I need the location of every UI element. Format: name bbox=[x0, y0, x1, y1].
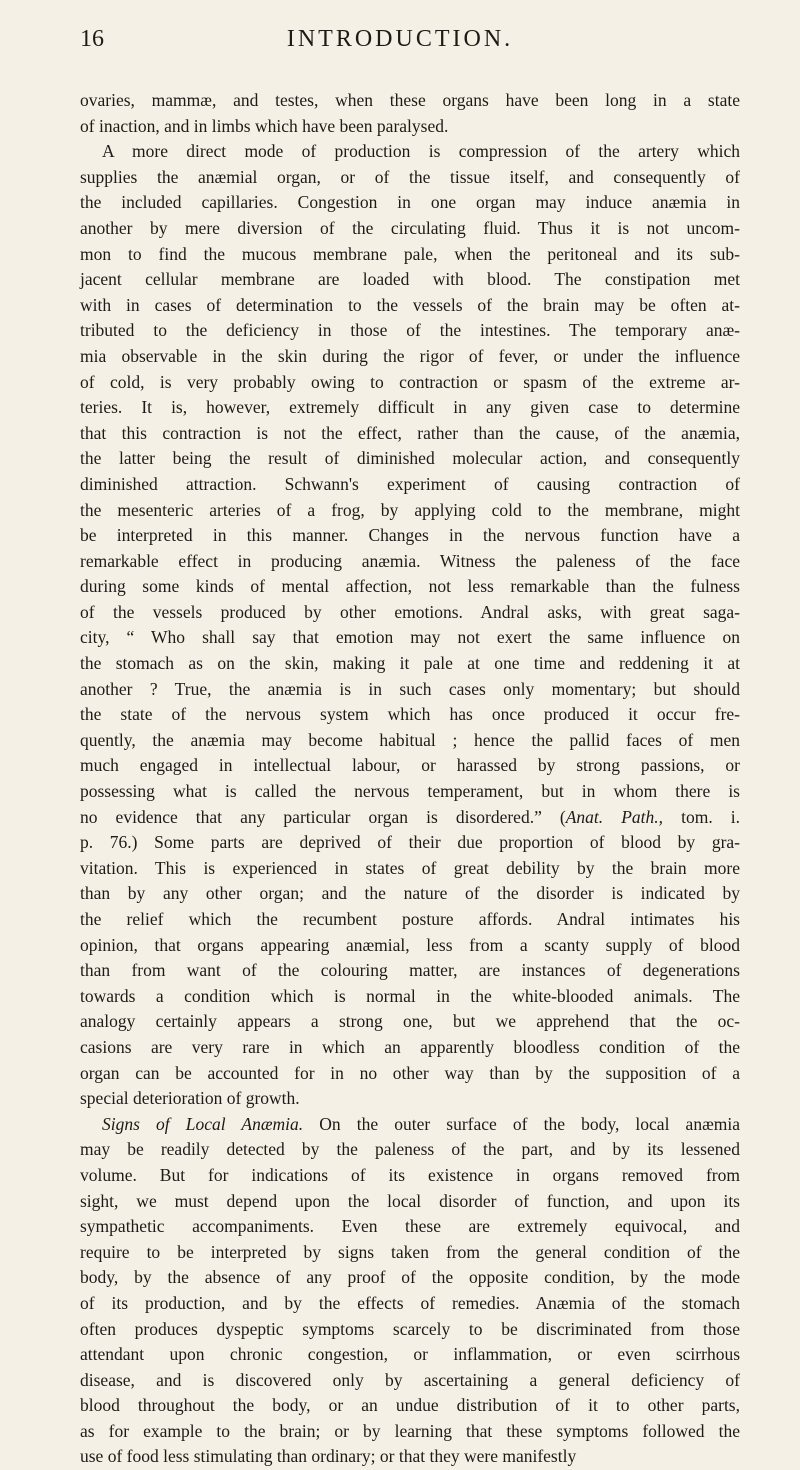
text-line: disease, and is discovered only by ascertaining a general deficiency of bbox=[80, 1369, 740, 1390]
citation-title: Anat. Path., bbox=[565, 806, 664, 827]
text-line: tributed to the deficiency in those of the intestines. The temporary anæ- bbox=[80, 320, 740, 341]
text-line: the mesenteric arteries of a frog, by applying cold to the membrane, might bbox=[80, 499, 740, 520]
text-line: the included capillaries. Congestion in one organ may induce anæmia in bbox=[80, 192, 740, 213]
text-line: use of food less stimulating than ordinary; or that they were manifestly bbox=[80, 1446, 577, 1467]
text-line: that this contraction is not the effect, rather than the cause, of the anæmia, bbox=[80, 422, 740, 443]
text-line: of cold, is very probably owing to contraction or spasm of the extreme ar- bbox=[80, 371, 740, 392]
paragraph bbox=[80, 139, 740, 1112]
text-line: opinion, that organs appearing anæmial, less from a scanty supply of blood bbox=[80, 934, 740, 955]
running-title: INTRODUCTION. bbox=[286, 26, 514, 52]
text-line: possessing what is called the nervous temperament, but in whom there is bbox=[80, 781, 740, 802]
text-line: p. 76.) Some parts are deprived of their due proportion of blood by gra- bbox=[80, 832, 740, 853]
text-line: vitation. This is experienced in states of great debility by the brain more bbox=[80, 857, 740, 878]
text-line: be interpreted in this manner. Changes in the nervous function have a bbox=[80, 525, 740, 546]
text-line: of its production, and by the effects of remedies. Anæmia of the stomach bbox=[80, 1292, 740, 1313]
text-line: may be readily detected by the paleness of the part, and by its lessened bbox=[80, 1139, 740, 1160]
page-header bbox=[80, 26, 720, 60]
text-line: analogy certainly appears a strong one, but we apprehend that the oc- bbox=[80, 1011, 740, 1032]
text-line: the relief which the recumbent posture affords. Andral intimates his bbox=[80, 909, 740, 929]
text-line: no evidence that any particular organ is disordered.” (Anat. Path., tom. i. bbox=[80, 806, 740, 827]
text-line: quently, the anæmia may become habitual ; hence the pallid faces of men bbox=[80, 729, 740, 750]
paragraph bbox=[80, 88, 740, 139]
page-number: 16 bbox=[80, 26, 104, 52]
text-line: the stomach as on the skin, making it pale at one time and reddening it at bbox=[80, 653, 740, 674]
text-line: jacent cellular membrane are loaded with blood. The constipation met bbox=[80, 269, 740, 290]
text-line: of the vessels produced by other emotions. Andral asks, with great saga- bbox=[80, 601, 740, 622]
text-line: ovaries, mammæ, and testes, when these organs have been long in a state bbox=[80, 90, 740, 110]
text-line: the latter being the result of diminished molecular action, and consequently bbox=[80, 448, 740, 469]
text-line: sympathetic accompaniments. Even these are extremely equivocal, and bbox=[80, 1216, 740, 1237]
text-line: the state of the nervous system which has once produced it occur fre- bbox=[80, 704, 740, 725]
text-line: much engaged in intellectual labour, or harassed by strong passions, or bbox=[80, 755, 740, 776]
text-line: with in cases of determination to the vessels of the brain may be often at- bbox=[80, 294, 740, 315]
text-line: diminished attraction. Schwann's experiment of causing contraction of bbox=[80, 473, 740, 494]
text-line: body, by the absence of any proof of the opposite condition, by the mode bbox=[80, 1267, 740, 1288]
text-line: remarkable effect in producing anæmia. Witness the paleness of the face bbox=[80, 550, 740, 571]
text-line: organ can be accounted for in no other way than by the supposition of a bbox=[80, 1062, 740, 1083]
text-line: casions are very rare in which an apparently bloodless condition of the bbox=[80, 1036, 740, 1057]
text-line: teries. It is, however, extremely difficult in any given case to determine bbox=[80, 397, 740, 418]
text-line: often produces dyspeptic symptoms scarcely to be discriminated from those bbox=[80, 1318, 740, 1339]
text-line: city, “ Who shall say that emotion may not exert the same influence on bbox=[80, 627, 740, 648]
text-line: during some kinds of mental affection, not less remarkable than the fulness bbox=[80, 576, 740, 597]
text-line: Signs of Local Anæmia. On the outer surface of the body, local anæmia bbox=[102, 1113, 740, 1134]
text-line: mia observable in the skin during the rigor of fever, or under the influence bbox=[80, 345, 740, 366]
text-line: towards a condition which is normal in the white-blooded animals. The bbox=[80, 985, 740, 1006]
text-line: of inaction, and in limbs which have been paralysed. bbox=[80, 115, 449, 136]
text-line: than from want of the colouring matter, are instances of degenerations bbox=[80, 960, 740, 981]
text-line: require to be interpreted by signs taken from the general condition of the bbox=[80, 1241, 740, 1262]
body-text bbox=[80, 88, 740, 1470]
text-line: special deterioration of growth. bbox=[80, 1088, 300, 1109]
text-line: supplies the anæmial organ, or of the tissue itself, and consequently of bbox=[80, 166, 740, 187]
text-line: as for example to the brain; or by learning that these symptoms followed the bbox=[80, 1420, 740, 1441]
text-line: blood throughout the body, or an undue distribution of it to other parts, bbox=[80, 1395, 740, 1416]
text-line: volume. But for indications of its existence in organs removed from bbox=[80, 1164, 740, 1185]
text-line: A more direct mode of production is compression of the artery which bbox=[102, 141, 740, 162]
text-line: than by any other organ; and the nature of the disorder is indicated by bbox=[80, 883, 740, 904]
text-line: sight, we must depend upon the local disorder of function, and upon its bbox=[80, 1190, 740, 1211]
text-line: attendant upon chronic congestion, or inflammation, or even scirrhous bbox=[80, 1344, 740, 1365]
text-line: another ? True, the anæmia is in such cases only momentary; but should bbox=[80, 678, 740, 699]
paragraph bbox=[80, 1112, 740, 1470]
section-heading: Signs of Local Anæmia. bbox=[102, 1113, 304, 1134]
text-line: another by mere diversion of the circulating fluid. Thus it is not uncom- bbox=[80, 217, 740, 238]
text-line: mon to find the mucous membrane pale, when the peritoneal and its sub- bbox=[80, 243, 740, 264]
